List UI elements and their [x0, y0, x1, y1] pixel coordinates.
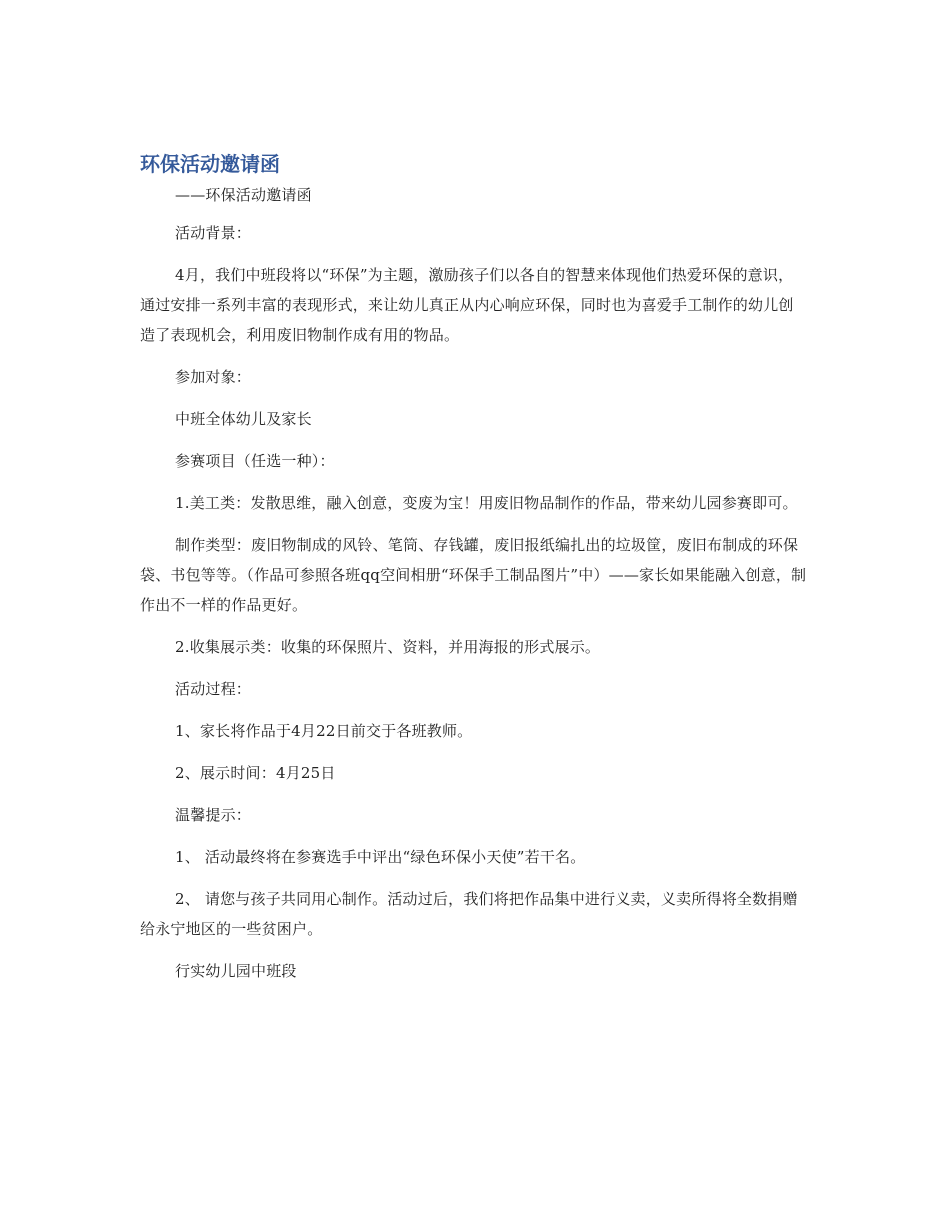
paragraph-background: 4月，我们中班段将以“环保”为主题，激励孩子们以各自的智慧来体现他们热爱环保的意识，通过安排一系列丰富的表现形式，来让幼儿真正从内心响应环保，同时也为喜爱手工制作的幼儿创造了表现机会，利用废旧物制作成有用的物品。: [140, 266, 794, 344]
section-heading-tips: 温馨提示：: [175, 806, 252, 824]
paragraph-tip-2: 2、 请您与孩子共同用心制作。活动过后，我们将把作品集中进行义卖，义卖所得将全数捐赠给永宁地区的一些贫困户。: [140, 890, 798, 938]
paragraph-category-collection: 2.收集展示类：收集的环保照片、资料，并用海报的形式展示。: [175, 638, 601, 656]
section-heading-participants: 参加对象：: [175, 368, 252, 386]
paragraph-production-types: 制作类型：废旧物制成的风铃、笔筒、存钱罐，废旧报纸编扎出的垃圾筐，废旧布制成的环保袋、书包等等。（作品可参照各班qq空间相册“环保手工制品图片”中）——家长如果能融入创意，制作出不一样的作品更好。: [140, 536, 807, 614]
paragraph-category-art: 1.美工类：发散思维，融入创意，变废为宝！用废旧物品制作的作品，带来幼儿园参赛即可。: [175, 494, 798, 512]
section-heading-process: 活动过程：: [175, 680, 252, 698]
document-title: 环保活动邀请函: [140, 152, 280, 176]
section-heading-background: 活动背景：: [175, 224, 252, 242]
document-subtitle: ——环保活动邀请函: [175, 186, 312, 204]
paragraph-tip-1: 1、 活动最终将在参赛选手中评出“绿色环保小天使”若干名。: [175, 848, 586, 866]
document-content: [140, 148, 808, 998]
paragraph-process-step-1: 1、家长将作品于4月22日前交于各班教师。: [175, 722, 473, 740]
paragraph-participants: 中班全体幼儿及家长: [175, 410, 312, 428]
paragraph-process-step-2: 2、展示时间：4月25日: [175, 764, 336, 782]
document-signature: 行实幼儿园中班段: [175, 962, 297, 980]
section-heading-categories: 参赛项目（任选一种）：: [175, 452, 335, 470]
